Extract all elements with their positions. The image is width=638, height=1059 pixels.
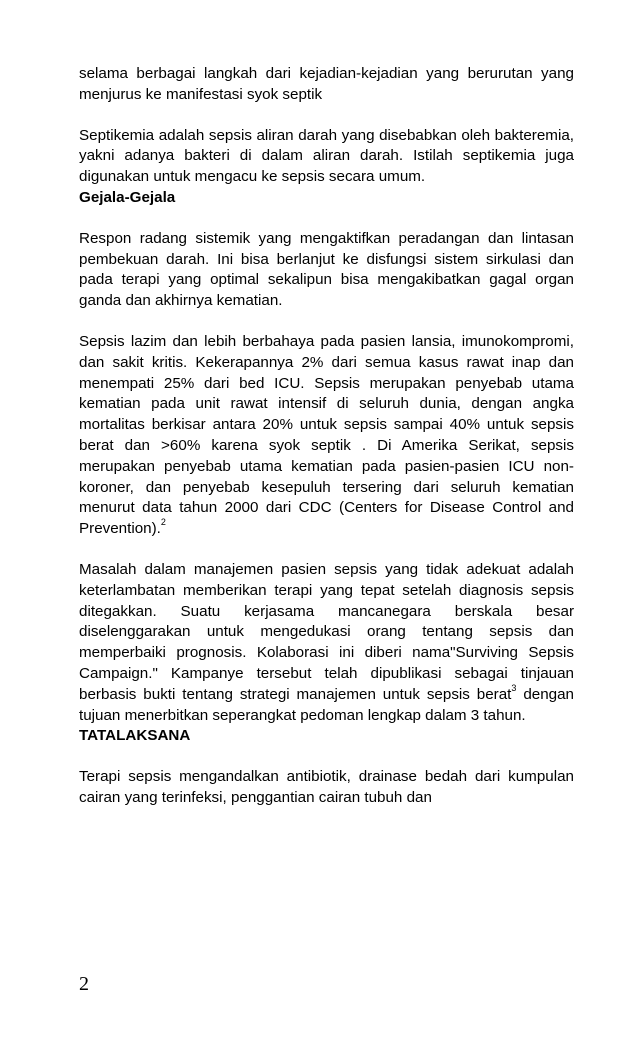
paragraph-respon-radang: Respon radang sistemik yang mengaktifkan peradangan dan lintasan pembekuan darah. Ini bisa berlanjut ke disfungsi sistem sirkulasi dan pada terapi yang optimal sekalipun bisa mengakibatkan gagal organ ganda dan akhirnya kematian. <box>79 229 574 310</box>
paragraph-intro-continuation: selama berbagai langkah dari kejadian-kejadian yang berurutan yang menjurus ke manifestasi syok septik <box>79 65 574 103</box>
section-heading-gejala: Gejala-Gejala <box>79 188 176 206</box>
paragraph-terapi-sepsis: Terapi sepsis mengandalkan antibiotik, drainase bedah dari kumpulan cairan yang terinfeksi, penggantian cairan tubuh dan <box>79 768 574 806</box>
paragraph-masalah-text-a: Masalah dalam manajemen pasien sepsis yang tidak adekuat adalah keterlambatan memberikan terapi yang tepat setelah diagnosis sepsis ditegakkan. Suatu kerjasama mancanegara berskala besar diselenggarakan untuk mengedukasi orang tentang sepsis dan memperbaiki prognosis. Kolaborasi ini diberi nama"Surviving Sepsis Campaign." Kampanye tersebut telah dipublikasi sebagai tinjauan berbasis bukti tentang strategi manajemen untuk sepsis berat <box>79 560 574 703</box>
paragraph-sepsis-lazim <box>79 332 574 540</box>
paragraph-masalah-manajemen <box>79 560 574 726</box>
page-body <box>79 64 574 809</box>
section-heading-tatalaksana: TATALAKSANA <box>79 727 191 745</box>
footnote-ref-3: 3 <box>511 682 517 693</box>
paragraph-sepsis-lazim-text: Sepsis lazim dan lebih berbahaya pada pasien lansia, imunokompromi, dan sakit kritis. Kekerapannya 2% dari semua kasus rawat inap dan menempati 25% dari bed ICU. Sepsis merupakan penyebab utama kematian pada unit rawat intensif di seluruh dunia, dengan angka mortalitas berkisar antara 20% untuk sepsis sampai 40% untuk sepsis berat dan >60% karena syok septik . Di Amerika Serikat, sepsis merupakan penyebab utama kematian pada pasien-pasien ICU non-koroner, dan penyebab kesepuluh tersering dari seluruh kematian menurut data tahun 2000 dari CDC (Centers for Disease Control and Prevention). <box>79 332 574 538</box>
page-number: 2 <box>79 973 89 995</box>
footnote-ref-2: 2 <box>160 517 166 528</box>
paragraph-masalah-text-b: dengan tujuan menerbitkan seperangkat pedoman lengkap dalam 3 tahun. <box>79 685 574 724</box>
paragraph-septikemia: Septikemia adalah sepsis aliran darah yang disebabkan oleh bakteremia, yakni adanya bakteri di dalam aliran darah. Istilah septikemia juga digunakan untuk mengacu ke sepsis secara umum. <box>79 126 574 186</box>
